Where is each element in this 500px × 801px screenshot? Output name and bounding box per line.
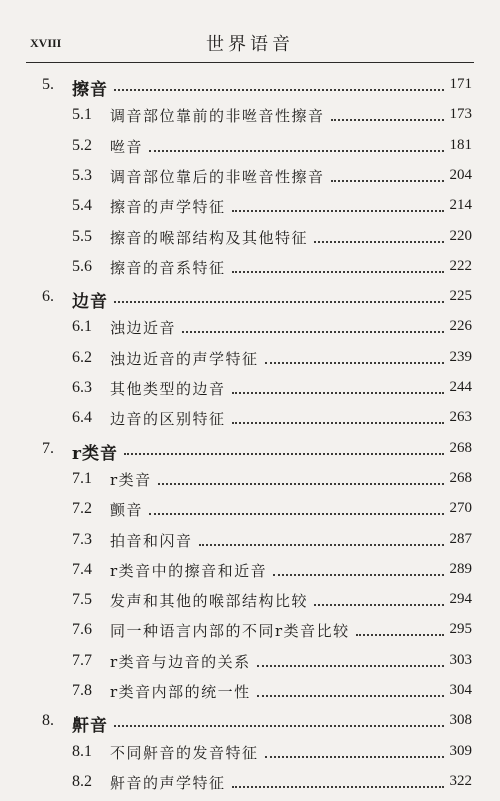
- toc-entry-number: 5.4: [72, 197, 92, 215]
- toc-entry-title: 咝音: [110, 136, 147, 157]
- dot-leader: [331, 117, 444, 121]
- toc-entry-title: r类音: [110, 469, 156, 490]
- toc-section-row[interactable]: [0, 222, 500, 252]
- toc-entry-page: 294: [446, 591, 473, 608]
- toc-entry-title: r类音中的擦音和近音: [110, 560, 271, 581]
- toc-entry-page: 287: [446, 531, 473, 548]
- dot-leader: [114, 723, 444, 727]
- toc-entry-page: 268: [446, 470, 473, 487]
- dot-leader: [199, 542, 444, 546]
- toc-entry-page: 295: [446, 621, 473, 638]
- toc-entry-page: 239: [446, 349, 473, 366]
- toc-entry-number: 5.2: [72, 136, 92, 154]
- toc-entry-page: 268: [446, 440, 473, 457]
- toc-section-row[interactable]: [0, 131, 500, 161]
- dot-leader: [149, 511, 444, 515]
- toc-entry-title: 颤音: [110, 499, 147, 520]
- toc-entry-number: 8.1: [72, 742, 92, 760]
- toc-entry-title: r类音与边音的关系: [110, 651, 255, 672]
- dot-leader: [273, 572, 444, 576]
- toc-entry-page: 226: [446, 318, 473, 335]
- toc-section-row[interactable]: [0, 343, 500, 373]
- dot-leader: [182, 329, 444, 333]
- toc-section-row[interactable]: [0, 494, 500, 524]
- dot-leader: [265, 754, 444, 758]
- toc-entry-page: 214: [446, 197, 473, 214]
- toc-section-row[interactable]: [0, 191, 500, 221]
- toc-entry-title: 其他类型的边音: [110, 378, 230, 399]
- dot-leader: [232, 208, 444, 212]
- toc-entry-title: 边音的区别特征: [110, 408, 230, 429]
- toc-chapter-row[interactable]: [0, 434, 500, 464]
- toc-entry-page: 225: [446, 288, 473, 305]
- toc-chapter-row[interactable]: [0, 70, 500, 100]
- dot-leader: [314, 239, 444, 243]
- page-number: XVIII: [30, 36, 62, 50]
- dot-leader: [114, 299, 444, 303]
- toc-entry-title: 拍音和闪音: [110, 530, 197, 551]
- toc-entry-page: 304: [446, 682, 473, 699]
- dot-leader: [232, 390, 444, 394]
- toc-entry-title: 鼾音的声学特征: [110, 772, 230, 793]
- toc-entry-number: 7.3: [72, 530, 92, 548]
- toc-section-row[interactable]: [0, 767, 500, 797]
- toc-entry-title: 擦音: [72, 75, 112, 100]
- toc-entry-number: 7.6: [72, 621, 92, 639]
- toc-section-row[interactable]: [0, 525, 500, 555]
- toc-entry-page: 173: [446, 106, 473, 123]
- toc-entry-number: 7.7: [72, 651, 92, 669]
- toc-entry-page: 308: [446, 712, 473, 729]
- dot-leader: [232, 420, 444, 424]
- toc-entry-number: 6.4: [72, 409, 92, 427]
- toc-entry-number: 5.5: [72, 227, 92, 245]
- toc-entry-page: 263: [446, 409, 473, 426]
- toc-entry-number: 5.6: [72, 257, 92, 275]
- toc-entry-number: 7.1: [72, 469, 92, 487]
- toc-entry-title: 擦音的喉部结构及其他特征: [110, 227, 312, 248]
- toc-entry-page: 309: [446, 743, 473, 760]
- toc-entry-page: 220: [446, 228, 473, 245]
- toc-entry-number: 5.3: [72, 166, 92, 184]
- toc-entry-number: 5.: [42, 76, 54, 93]
- toc-section-row[interactable]: [0, 161, 500, 191]
- toc-section-row[interactable]: [0, 737, 500, 767]
- dot-leader: [257, 693, 444, 697]
- toc-section-row[interactable]: [0, 373, 500, 403]
- toc-entry-number: 7.2: [72, 500, 92, 518]
- dot-leader: [114, 87, 444, 91]
- toc-entry-number: 8.: [42, 712, 54, 730]
- toc-entry-title: r类音内部的统一性: [110, 681, 255, 702]
- toc-entry-number: 6.3: [72, 379, 92, 396]
- toc-section-row[interactable]: [0, 464, 500, 494]
- toc-entry-title: 调音部位靠前的非咝音性擦音: [110, 105, 329, 126]
- toc-entry-number: 7.4: [72, 560, 92, 578]
- toc-entry-page: 270: [446, 500, 473, 517]
- toc-entry-title: 擦音的声学特征: [110, 196, 230, 217]
- toc-section-row[interactable]: [0, 646, 500, 676]
- toc-entry-title: 调音部位靠后的非咝音性擦音: [110, 166, 329, 187]
- toc-section-row[interactable]: [0, 615, 500, 645]
- toc-entry-title: 不同鼾音的发音特征: [110, 742, 263, 763]
- toc-entry-page: 322: [446, 773, 473, 790]
- toc-entry-title: r类音: [72, 439, 122, 464]
- toc-entry-number: 7.8: [72, 682, 92, 699]
- dot-leader: [124, 451, 444, 455]
- toc-entry-number: 8.2: [72, 772, 92, 790]
- toc-entry-page: 181: [446, 137, 473, 154]
- toc-entry-page: 171: [446, 76, 473, 93]
- toc-entry-number: 6.2: [72, 348, 92, 366]
- toc-section-row[interactable]: [0, 676, 500, 706]
- dot-leader: [331, 178, 444, 182]
- toc-entry-page: 289: [446, 561, 473, 578]
- dot-leader: [232, 269, 444, 273]
- toc-entry-title: 擦音的音系特征: [110, 257, 230, 278]
- dot-leader: [314, 602, 444, 606]
- dot-leader: [232, 784, 444, 788]
- toc-entry-page: 204: [446, 167, 473, 184]
- toc-entry-page: 303: [446, 652, 473, 669]
- toc-entry-page: 222: [446, 258, 473, 275]
- dot-leader: [356, 632, 444, 636]
- toc-section-row[interactable]: [0, 585, 500, 615]
- toc-section-row[interactable]: [0, 403, 500, 433]
- toc-entry-number: 5.1: [72, 106, 92, 124]
- dot-leader: [149, 148, 444, 152]
- dot-leader: [257, 663, 444, 667]
- toc-section-row[interactable]: [0, 100, 500, 130]
- toc-entry-page: 244: [446, 379, 473, 396]
- toc-entry-number: 7.5: [72, 591, 92, 609]
- toc-entry-number: 6.: [42, 288, 54, 306]
- toc-entry-number: 7.: [42, 439, 54, 457]
- toc-section-row[interactable]: [0, 555, 500, 585]
- toc-entry-title: 鼾音: [72, 711, 112, 736]
- page-header: [26, 26, 474, 63]
- toc-entry-number: 6.1: [72, 318, 92, 336]
- toc-entry-title: 浊边近音的声学特征: [110, 348, 263, 369]
- toc-entry-title: 发声和其他的喉部结构比较: [110, 590, 312, 611]
- toc-chapter-row[interactable]: [0, 706, 500, 736]
- dot-leader: [158, 481, 444, 485]
- toc-entry-title: 浊边近音: [110, 317, 180, 338]
- toc-section-row[interactable]: [0, 312, 500, 342]
- running-title: 世界语音: [206, 34, 294, 55]
- toc-entry-title: 边音: [72, 287, 112, 312]
- toc-section-row[interactable]: [0, 252, 500, 282]
- dot-leader: [265, 360, 444, 364]
- toc-chapter-row[interactable]: [0, 282, 500, 312]
- toc-entry-title: 同一种语言内部的不同r类音比较: [110, 620, 354, 641]
